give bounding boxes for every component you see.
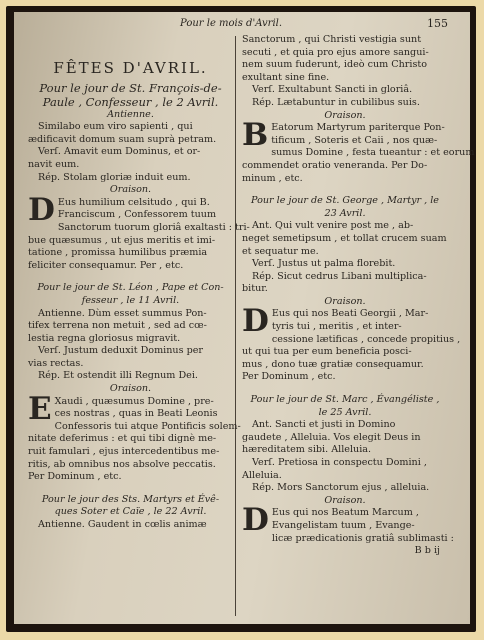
left-column xyxy=(28,34,250,532)
feast-heading-george: Pour le jour de St. George , Martyr , le 23 Avril. xyxy=(251,195,439,219)
antienne-label: Antienne. xyxy=(107,108,154,120)
verses-francois: Similabo eum viro sapienti , qui ædificavit domum suam suprà petram. Verſ. Amavit eum Dominus, et or- navit eum. Rép. Stolam gloriæ induit eum. xyxy=(28,121,217,183)
column-rule xyxy=(235,36,236,616)
feast-heading-leon: Pour le jour de St. Léon , Pape et Con- fesseur , le 11 Avril. xyxy=(37,282,224,306)
drop-cap: B xyxy=(242,117,269,154)
oraison-marc: D Eus qui nos Beatum Marcum , Evangelistam tuum , Evange- licæ prædicationis gratiâ sublimasti : xyxy=(242,502,454,544)
drop-cap: E xyxy=(28,390,52,427)
verses-leon: Antienne. Dùm esset summus Pon- tifex terrena non metuit , sed ad cœ- lestia regna gloriosus migravit. Verſ. Justum deduxit Dominus per vias rectas. Rép. Et ostendit illi Regnum Dei. xyxy=(28,307,207,382)
verses-george: Ant. Qui vult venire post me , ab- neget semetipsum , et tollat crucem suam et sequatur me. Verſ. Justus ut palma florebit. Rép. Sicut cedrus Libani multiplica- bitur. xyxy=(242,220,447,295)
feast-heading-soter-caius: Pour le jour des Sts. Martyrs et Évê- ques Soter et Caïe , le 22 Avril. xyxy=(41,493,220,518)
oraison-label: Oraison. xyxy=(324,295,366,307)
page-number: 155 xyxy=(427,17,448,30)
verses-soter-cont: Sanctorum , qui Christi vestigia sunt secuti , et quia pro ejus amore sangui- nem suum fuderunt, ideò cum Christo exultant sine fine. Verſ. Exultabunt Sancti in gloriâ. Rép. Lætabuntur in cubilibus suis. xyxy=(242,34,429,108)
right-column xyxy=(242,34,475,558)
page-title: FÊTES D'AVRIL. xyxy=(53,59,208,77)
oraison-label: Oraison. xyxy=(324,494,366,506)
verses-marc: Ant. Sancti et justi in Domino gaudete , Alleluia. Vos elegit Deus in hæreditatem sibi. Alleluia. Verſ. Pretiosa in conspectu Domini , Alleluia. Rép. Mors Sanctorum ejus , alleluia. xyxy=(242,419,430,494)
feast-heading-marc: Pour le jour de St. Marc , Évangéliste , le 25 Avril. xyxy=(250,394,440,418)
signature-mark: B b ij xyxy=(414,545,440,557)
oraison-label: Oraison. xyxy=(109,184,152,196)
oraison-soter: B Eatorum Martyrum pariterque Pon- tificum , Soteris et Caii , nos quæ- sumus Domine , festa tueantur : et eorum commendet oratio veneranda. Per Do- minum , etc. xyxy=(242,117,475,184)
book-page xyxy=(14,12,475,624)
oraison-leon: E Xaudi , quæsumus Domine , pre- ces nostras , quas in Beati Leonis Confessoris tui atque Pontificis solem- nitate deferimus : et qui tibi dignè me- ruit famulari , ejus intercedentibus me- ritis, ab omnibus nos absolve peccatis. Per Dominum , etc. xyxy=(28,390,241,483)
drop-cap: D xyxy=(242,502,269,539)
feast-heading-francois: Pour le jour de St. François-de- Paule , Confesseur , le 2 Avril. xyxy=(39,80,222,109)
oraison-label: Oraison. xyxy=(324,109,366,121)
oraison-label: Oraison. xyxy=(109,383,152,395)
running-head: Pour le mois d'Avril. xyxy=(180,18,283,29)
oraison-francois: D Eus humilium celsitudo , qui B. Franciscum , Confessorem tuum Sanctorum tuorum gloriâ exaltasti : tri- bue quæsumus , ut ejus meritis et imi- tatione , promissa humilibus præmia feliciter consequamur. Per , etc. xyxy=(28,191,250,271)
drop-cap: D xyxy=(242,303,269,340)
antienne-soter: Antienne. Gaudent in cœlis animæ xyxy=(38,519,207,530)
oraison-george: D Eus qui nos Beati Georgii , Mar- tyris tui , meritis , et inter- cessione lætificas , concede propitius , ut qui tua per eum beneficia posci- mus , dono tuæ gratiæ consequamur. Per Dominum , etc. xyxy=(242,303,461,383)
drop-cap: D xyxy=(28,191,55,228)
